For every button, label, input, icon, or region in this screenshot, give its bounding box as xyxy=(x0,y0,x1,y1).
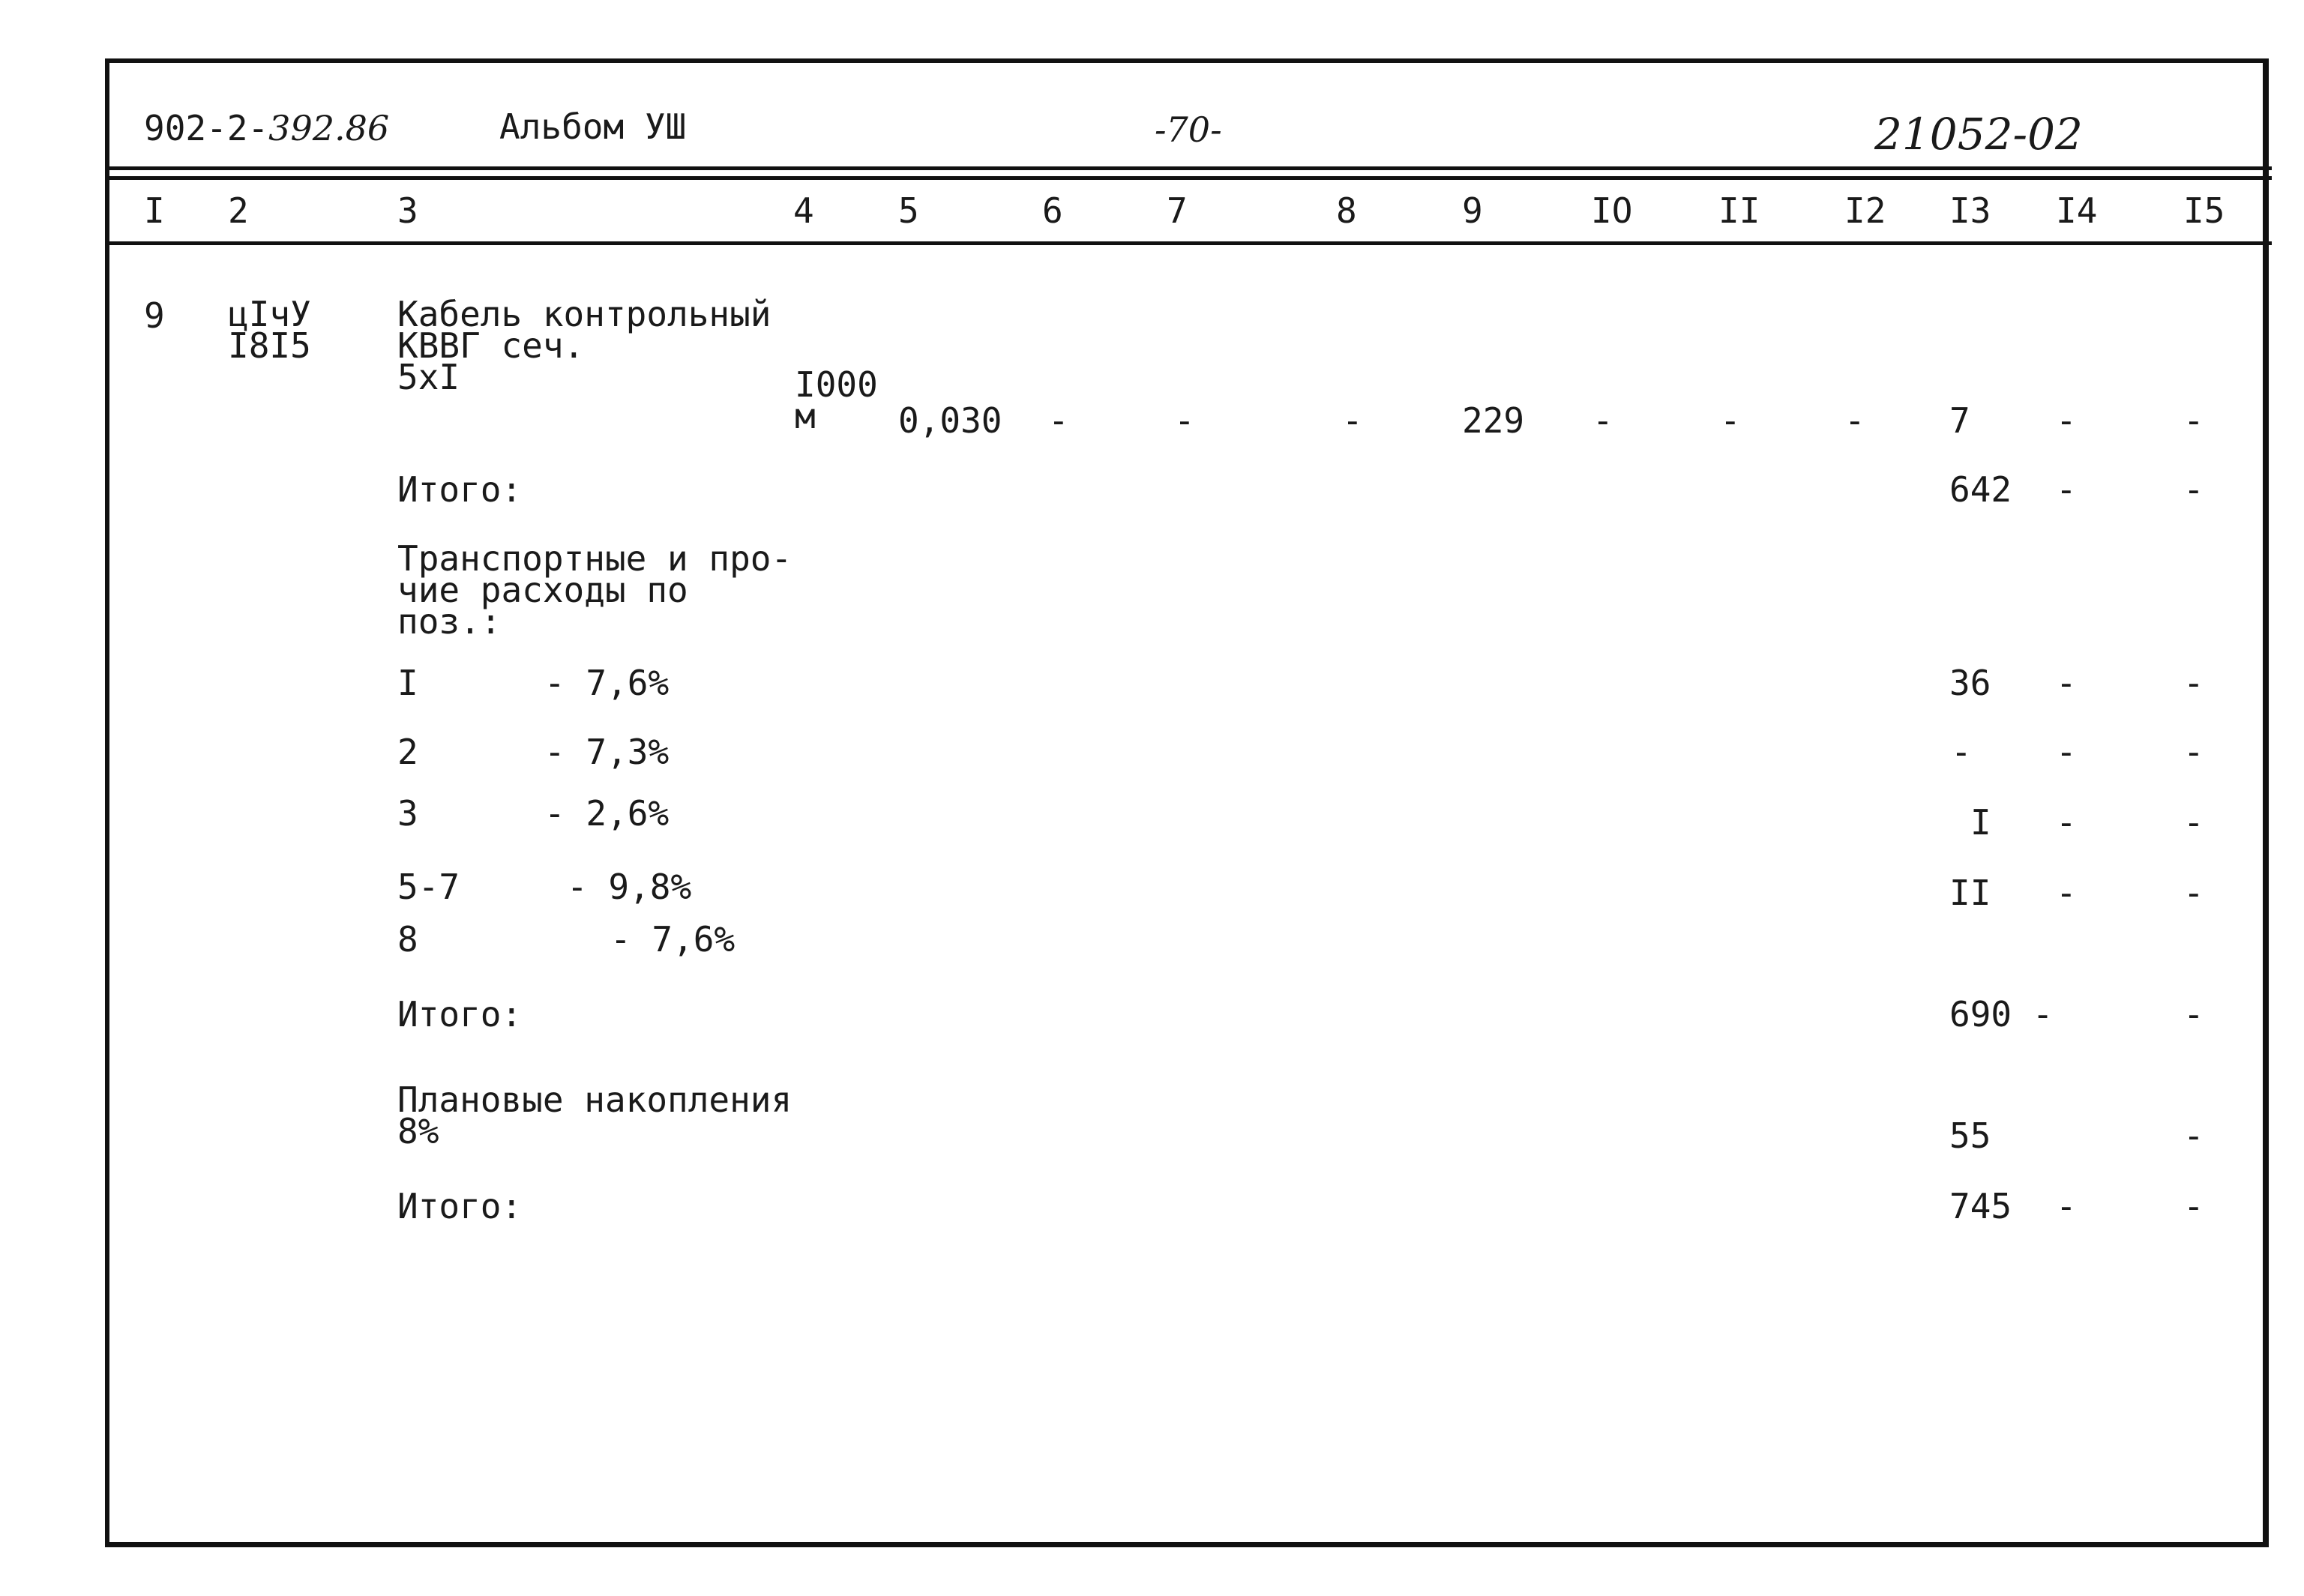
transport-row-1-pct: - 7,6% xyxy=(544,663,670,703)
transport-row-1-col14: - xyxy=(2056,663,2077,703)
col-header-6: 6 xyxy=(1042,190,1063,231)
planned-col13: 55 xyxy=(1949,1115,1991,1156)
item-unit: I000 м xyxy=(795,364,878,436)
col-header-15: I5 xyxy=(2183,190,2225,231)
transport-row-1-col15: - xyxy=(2183,663,2204,703)
col-header-1: I xyxy=(144,190,165,231)
transport-row-2-pos: 2 xyxy=(397,732,418,772)
item-col6: - xyxy=(1048,400,1069,441)
col-header-12: I2 xyxy=(1844,190,1886,231)
item-col8: - xyxy=(1342,400,1363,441)
transport-row-4-pos: 5-7 xyxy=(397,867,460,907)
transport-row-1-col13: 36 xyxy=(1949,663,1991,703)
page-number: -70- xyxy=(1155,109,1222,150)
planned-label: Плановые накопления 8% xyxy=(397,1079,792,1151)
header-rule-mid xyxy=(105,176,2272,180)
total-1-col15: - xyxy=(2183,469,2204,510)
item-number: 9 xyxy=(144,295,165,336)
transport-row-4-col14: - xyxy=(2056,873,2077,913)
total-2-col13: 690 - xyxy=(1949,994,2054,1035)
item-col12: - xyxy=(1844,400,1865,441)
total-3-col15: - xyxy=(2183,1186,2204,1226)
col-header-4: 4 xyxy=(793,190,814,231)
item-col5: 0,030 xyxy=(898,400,1002,441)
transport-row-3-col13: I xyxy=(1970,802,1991,843)
col-header-8: 8 xyxy=(1336,190,1357,231)
col-header-5: 5 xyxy=(898,190,919,231)
transport-row-1-pos: I xyxy=(397,663,418,703)
transport-label: Транспортные и про- чие расходы по поз.: xyxy=(397,538,792,642)
transport-row-2-pct: - 7,3% xyxy=(544,732,670,772)
item-col13: 7 xyxy=(1949,400,1970,441)
album-label: Альбом УШ xyxy=(499,106,687,147)
total-3-label: Итого: xyxy=(397,1186,523,1226)
col-header-10: IO xyxy=(1591,190,1633,231)
project-number: 21052-02 xyxy=(1874,109,2083,160)
item-col11: - xyxy=(1720,400,1741,441)
total-3-col13: 745 xyxy=(1949,1186,2012,1226)
document-code-prefix: 902-2- xyxy=(144,108,269,148)
item-name: Кабель контрольный КВВГ сеч. 5xI xyxy=(397,294,771,397)
transport-row-3-col14: - xyxy=(2056,802,2077,843)
col-header-11: II xyxy=(1718,190,1760,231)
transport-row-3-pct: - 2,6% xyxy=(544,793,670,834)
item-col15: - xyxy=(2183,400,2204,441)
transport-row-5-pct: - 7,6% xyxy=(610,919,736,960)
transport-row-4-col13: II xyxy=(1949,873,1991,913)
col-header-14: I4 xyxy=(2056,190,2098,231)
item-col14: - xyxy=(2056,400,2077,441)
header-rule-bottom xyxy=(105,241,2272,245)
col-header-2: 2 xyxy=(228,190,249,231)
header-rule-top xyxy=(105,166,2272,170)
total-2-label: Итого: xyxy=(397,994,523,1035)
transport-row-3-pos: 3 xyxy=(397,793,418,834)
item-col9: 229 xyxy=(1462,400,1525,441)
item-col7: - xyxy=(1174,400,1195,441)
transport-row-4-col15: - xyxy=(2183,873,2204,913)
col-header-13: I3 xyxy=(1949,190,1991,231)
col-header-3: 3 xyxy=(397,190,418,231)
transport-row-2-col13: - xyxy=(1951,732,1972,772)
planned-col15: - xyxy=(2183,1115,2204,1156)
transport-row-2-col14: - xyxy=(2056,732,2077,772)
total-3-col14: - xyxy=(2056,1186,2077,1226)
col-header-7: 7 xyxy=(1167,190,1188,231)
transport-row-4-pct: - 9,8% xyxy=(567,867,692,907)
total-1-label: Итого: xyxy=(397,469,523,510)
col-header-9: 9 xyxy=(1462,190,1483,231)
document-code-handwritten: 392.86 xyxy=(268,108,390,148)
total-2-col15: - xyxy=(2183,994,2204,1035)
transport-row-5-pos: 8 xyxy=(397,919,418,960)
transport-row-2-col15: - xyxy=(2183,732,2204,772)
transport-row-3-col15: - xyxy=(2183,802,2204,843)
total-1-col13: 642 xyxy=(1949,469,2012,510)
item-price-code: цIчУ I8I5 xyxy=(228,294,311,366)
page-frame xyxy=(105,58,2269,1547)
item-col10: - xyxy=(1592,400,1613,441)
total-1-col14: - xyxy=(2056,469,2077,510)
document-code xyxy=(144,108,390,148)
